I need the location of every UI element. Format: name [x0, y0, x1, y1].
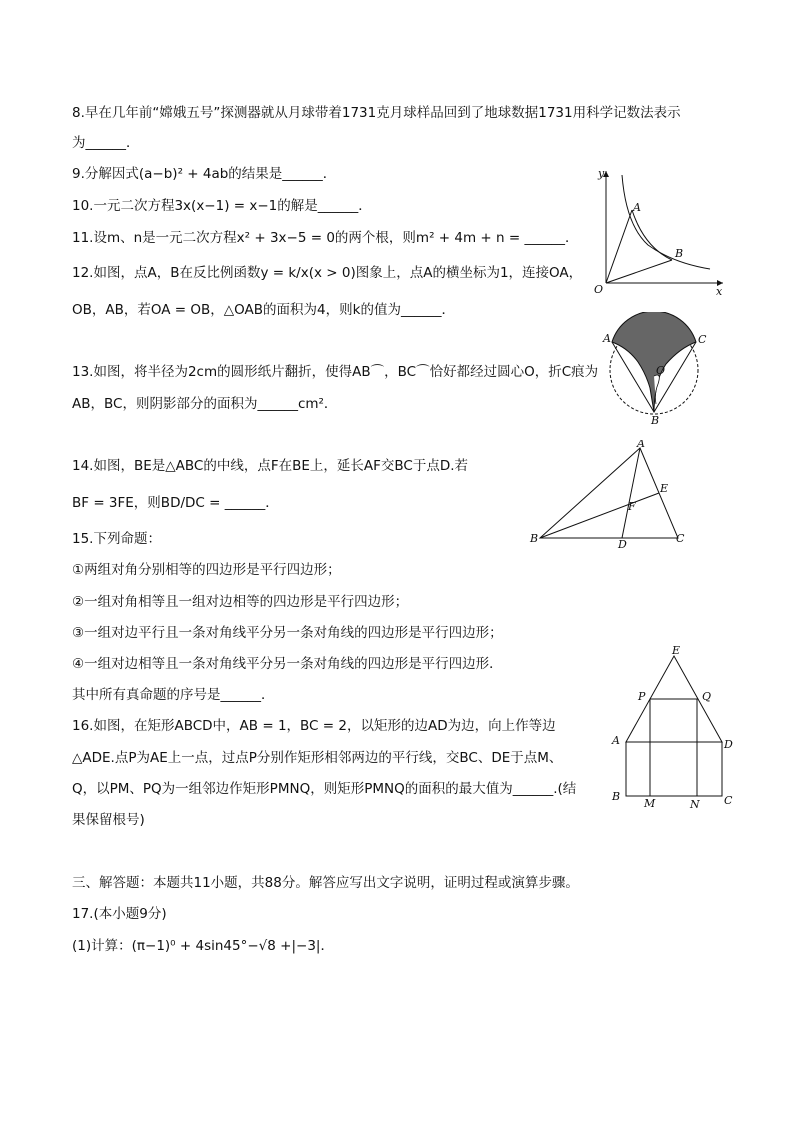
fig14-label-e: E — [660, 482, 669, 495]
figure-q12-hyperbola — [588, 165, 728, 297]
fig14-label-d: D — [618, 538, 627, 550]
q15-item2: ②一组对角相等且一组对边相等的四边形是平行四边形； — [72, 594, 409, 610]
fig14-label-f: F — [628, 500, 636, 513]
fig16-label-q: Q — [702, 690, 712, 703]
q13-line2: AB，BC，则阴影部分的面积为______cm²． — [72, 396, 338, 412]
section-heading: 三、解答题：本题共11小题，共88分。解答应写出文字说明，证明过程或演算步骤。 — [72, 875, 579, 891]
q16-line4: 果保留根号) — [72, 812, 145, 828]
fig16-label-p: P — [638, 690, 646, 703]
q15-item1: ①两组对角分别相等的四边形是平行四边形； — [72, 562, 341, 578]
q12-line1: 12.如图，点A，B在反比例函数y = k/x(x > 0)图象上，点A的横坐标为1，连接OA， — [72, 265, 583, 281]
fig13-label-a: A — [603, 332, 611, 345]
q15-line: 15.下列命题： — [72, 531, 161, 547]
q9-line: 9.分解因式(a−b)² + 4ab的结果是______． — [72, 166, 337, 182]
q15-item4: ④一组对边相等且一条对角线平分另一条对角线的四边形是平行四边形． — [72, 656, 503, 672]
fig12-label-a: A — [633, 201, 641, 214]
fig12-label-o: O — [594, 283, 604, 296]
q15-item3: ③一组对边平行且一条对角线平分另一条对角线的四边形是平行四边形； — [72, 625, 503, 641]
fig16-label-a: A — [612, 734, 620, 747]
fig16-label-m: M — [644, 797, 656, 810]
fig14-label-b: B — [530, 532, 539, 545]
fig16-label-n: N — [690, 798, 700, 811]
q8-line1: 8.早在几年前“嫦娥五号”探测器就从月球带着1731克月球样品回到了地球数据1731用科学记数法表示 — [72, 105, 681, 121]
q17-part1: (1)计算：(π−1)⁰ + 4sin45°−√8 +|−3|． — [72, 938, 334, 954]
fig16-label-e: E — [672, 644, 681, 657]
q10-line: 10.一元二次方程3x(x−1) = x−1的解是______． — [72, 198, 372, 214]
q16-line3: Q，以PM、PQ为一组邻边作矩形PMNQ，则矩形PMNQ的面积的最大值为______.(结 — [72, 781, 577, 797]
q11-line: 11.设m、n是一元二次方程x² + 3x−5 = 0的两个根，则m² + 4m + n = ______． — [72, 230, 579, 246]
q12-line2: OB，AB，若OA = OB，△OAB的面积为4，则k的值为______． — [72, 302, 455, 318]
q16-line1: 16.如图，在矩形ABCD中，AB = 1，BC = 2，以矩形的边AD为边，向上作等边 — [72, 718, 556, 734]
fig14-label-c: C — [676, 532, 685, 545]
q13-line1: 13.如图，将半径为2cm的圆形纸片翻折，使得AB⌒，BC⌒恰好都经过圆心O，折C痕为 — [72, 364, 599, 380]
q15-answer: 其中所有真命题的序号是______． — [72, 687, 275, 703]
fig12-label-b: B — [675, 247, 684, 260]
fig13-label-o: O — [656, 364, 666, 377]
q16-line2: △ADE.点P为AE上一点，过点P分别作矩形相邻两边的平行线，交BC、DE于点M、 — [72, 750, 563, 766]
fig13-label-c: C — [698, 333, 707, 346]
fig16-label-d: D — [724, 738, 733, 751]
q14-line2: BF = 3FE，则BD/DC = ______． — [72, 495, 279, 511]
fig13-label-b: B — [651, 414, 660, 427]
figure-q13-circle-fold — [598, 312, 710, 430]
figure-q16-rectangle-triangle — [606, 642, 744, 812]
q8-line2: 为______． — [72, 135, 140, 151]
fig16-label-c: C — [724, 794, 733, 807]
fig14-label-a: A — [637, 440, 645, 450]
q17-title: 17.(本小题9分) — [72, 906, 167, 922]
q14-line1: 14.如图，BE是△ABC的中线，点F在BE上，延长AF交BC于点D.若 — [72, 458, 469, 474]
fig12-label-x: x — [716, 285, 723, 297]
fig16-label-b: B — [612, 790, 621, 803]
fig12-label-y: y — [598, 167, 605, 180]
figure-q14-triangle — [528, 440, 688, 550]
